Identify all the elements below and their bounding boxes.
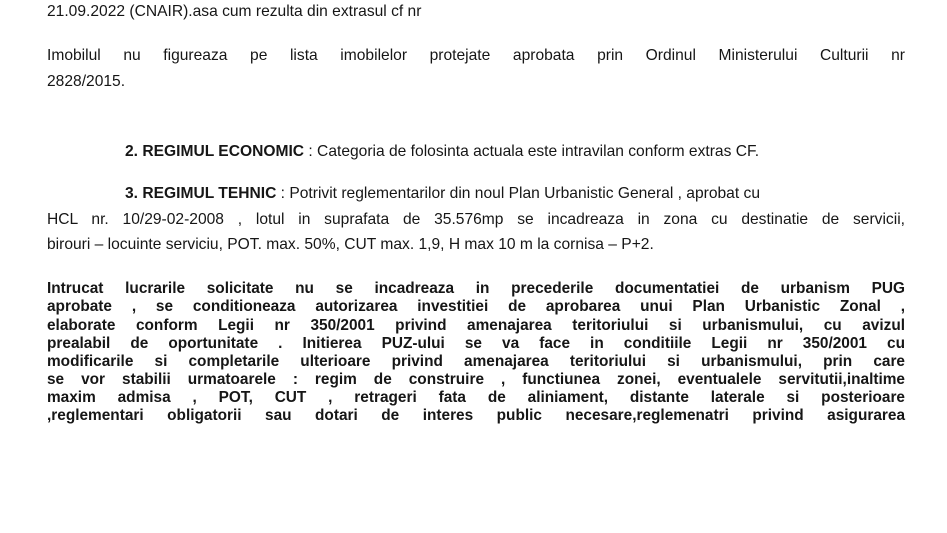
regim-tehnic-line-1 <box>125 184 760 204</box>
bold-para-line-4: prealabil de oportunitate . Initierea PUZ-ului se va face in conditiile Legii nr 350/2001 cu <box>47 335 905 352</box>
regim-tehnic-line-2: HCL nr. 10/29-02-2008 , lotul in suprafata de 35.576mp se incadreaza in zona cu destinatie de servicii, <box>47 211 905 228</box>
regim-economic-text: : Categoria de folosinta actuala este intravilan conform extras CF. <box>304 143 760 160</box>
regim-economic-line <box>125 142 759 162</box>
protected-para-line-1: Imobilul nu figureaza pe lista imobilelor protejate aprobata prin Ordinul Ministerului Culturii nr <box>47 47 905 64</box>
bold-para-line-6: se vor stabilii urmatoarele : regim de construire , functiunea zonei, eventualele servitutii,inaltime <box>47 371 905 388</box>
bold-para-line-2: aprobate , se conditioneaza autorizarea investitiei de aprobarea unui Plan Urbanistic Zonal , <box>47 298 905 315</box>
regim-tehnic-heading: 3. REGIMUL TEHNIC <box>125 185 277 202</box>
regim-tehnic-line-3: birouri – locuinte serviciu, POT. max. 50%, CUT max. 1,9, H max 10 m la cornisa – P+2. <box>47 236 654 253</box>
bold-para-line-7: maxim admisa , POT, CUT , retrageri fata de aliniament, distante laterale si posterioare <box>47 389 905 406</box>
regim-tehnic-first-line: : Potrivit reglementarilor din noul Plan Urbanistic General , aprobat cu <box>276 185 760 202</box>
bold-para-line-8: ,reglementari obligatorii sau dotari de interes public necesare,reglemenatri privind asigurarea <box>47 407 905 424</box>
bold-para-line-3: elaborate conform Legii nr 350/2001 privind amenajarea teritoriului si urbanismului, cu avizul <box>47 317 905 334</box>
text-line-top: 21.09.2022 (CNAIR).asa cum rezulta din extrasul cf nr <box>47 3 422 20</box>
protected-para-line-2: 2828/2015. <box>47 73 126 90</box>
regim-economic-heading: 2. REGIMUL ECONOMIC <box>125 143 305 160</box>
bold-para-line-5: modificarile si completarile ulterioare privind amenajarea teritoriului si urbanismului, prin care <box>47 353 905 370</box>
bold-para-line-1: Intrucat lucrarile solicitate nu se incadreaza in precederile documentatiei de urbanism PUG <box>47 280 905 297</box>
